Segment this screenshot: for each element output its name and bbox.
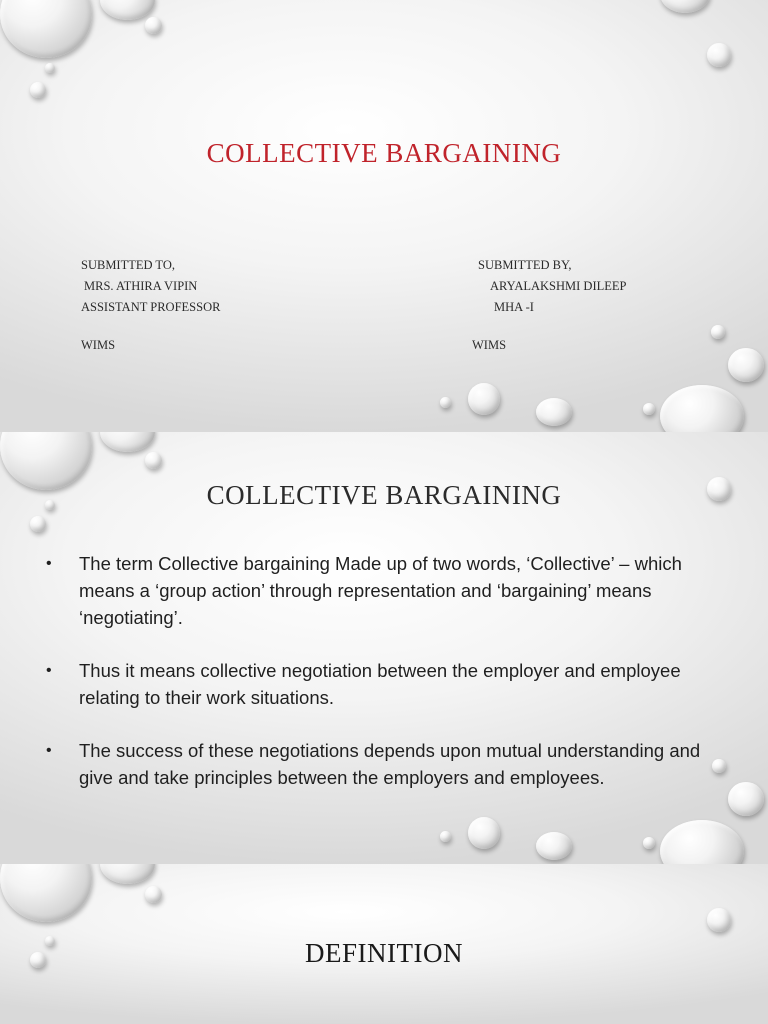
bullet-dot: • bbox=[46, 742, 52, 759]
submitted-to-role: ASSISTANT PROFESSOR bbox=[81, 300, 221, 314]
submitted-by-heading: SUBMITTED BY, bbox=[478, 258, 572, 272]
bullet-item bbox=[46, 737, 726, 791]
water-drop-decoration bbox=[728, 348, 764, 382]
water-drop-decoration bbox=[30, 516, 46, 532]
water-drop-decoration bbox=[711, 325, 725, 339]
water-drop-decoration bbox=[643, 837, 655, 849]
slide-heading: COLLECTIVE BARGAINING bbox=[206, 480, 562, 510]
water-drop-decoration bbox=[707, 908, 731, 932]
water-drop-decoration bbox=[100, 432, 155, 452]
bullet-item bbox=[46, 657, 726, 711]
bullet-dot: • bbox=[46, 555, 52, 572]
submitted-by-name: ARYALAKSHMI DILEEP bbox=[490, 279, 627, 293]
water-drop-decoration bbox=[145, 886, 162, 903]
bullet-item bbox=[46, 550, 726, 631]
water-drop-decoration bbox=[145, 452, 162, 469]
water-drop-decoration bbox=[145, 17, 162, 34]
slide-heading: DEFINITION bbox=[305, 938, 463, 968]
slide-definition bbox=[0, 864, 768, 1024]
bullet-dot: • bbox=[46, 662, 52, 679]
water-drop-decoration bbox=[440, 831, 451, 842]
bullet-text: Thus it means collective negotiation between the employer and employee relating to their work situations. bbox=[79, 660, 681, 708]
submitted-by-org: WIMS bbox=[472, 338, 507, 352]
submitted-to-name: MRS. ATHIRA VIPIN bbox=[84, 279, 198, 293]
water-drop-decoration bbox=[100, 864, 155, 884]
water-drop-decoration bbox=[536, 832, 572, 860]
water-drop-decoration bbox=[660, 820, 744, 864]
slide-title bbox=[0, 0, 768, 432]
water-drop-decoration bbox=[728, 782, 764, 816]
bullet-list bbox=[46, 550, 726, 817]
water-drop-decoration bbox=[536, 398, 572, 426]
slide-collective-bargaining bbox=[0, 432, 768, 864]
water-drop-decoration bbox=[660, 0, 710, 13]
slide-title-heading: COLLECTIVE BARGAINING bbox=[206, 138, 562, 168]
water-drop-decoration bbox=[660, 385, 744, 432]
water-drop-decoration bbox=[707, 43, 731, 67]
bullet-text: The success of these negotiations depends upon mutual understanding and give and take principles between the employers and employees. bbox=[79, 740, 701, 788]
water-drop-decoration bbox=[45, 63, 55, 73]
water-drop-decoration bbox=[100, 0, 155, 20]
submitted-by-role: MHA -I bbox=[494, 300, 534, 314]
water-drop-decoration bbox=[468, 817, 500, 849]
bullet-text: The term Collective bargaining Made up of two words, ‘Collective’ – which means a ‘group action’ through representation and ‘bargaining’ means ‘negotiating’. bbox=[79, 553, 682, 628]
submitted-to-org: WIMS bbox=[81, 338, 116, 352]
water-drop-decoration bbox=[440, 397, 451, 408]
submitted-to-heading: SUBMITTED TO, bbox=[81, 258, 175, 272]
water-drop-decoration bbox=[468, 383, 500, 415]
water-drop-decoration bbox=[0, 864, 92, 922]
water-drop-decoration bbox=[30, 82, 46, 98]
water-drop-decoration bbox=[0, 0, 92, 58]
water-drop-decoration bbox=[643, 403, 655, 415]
